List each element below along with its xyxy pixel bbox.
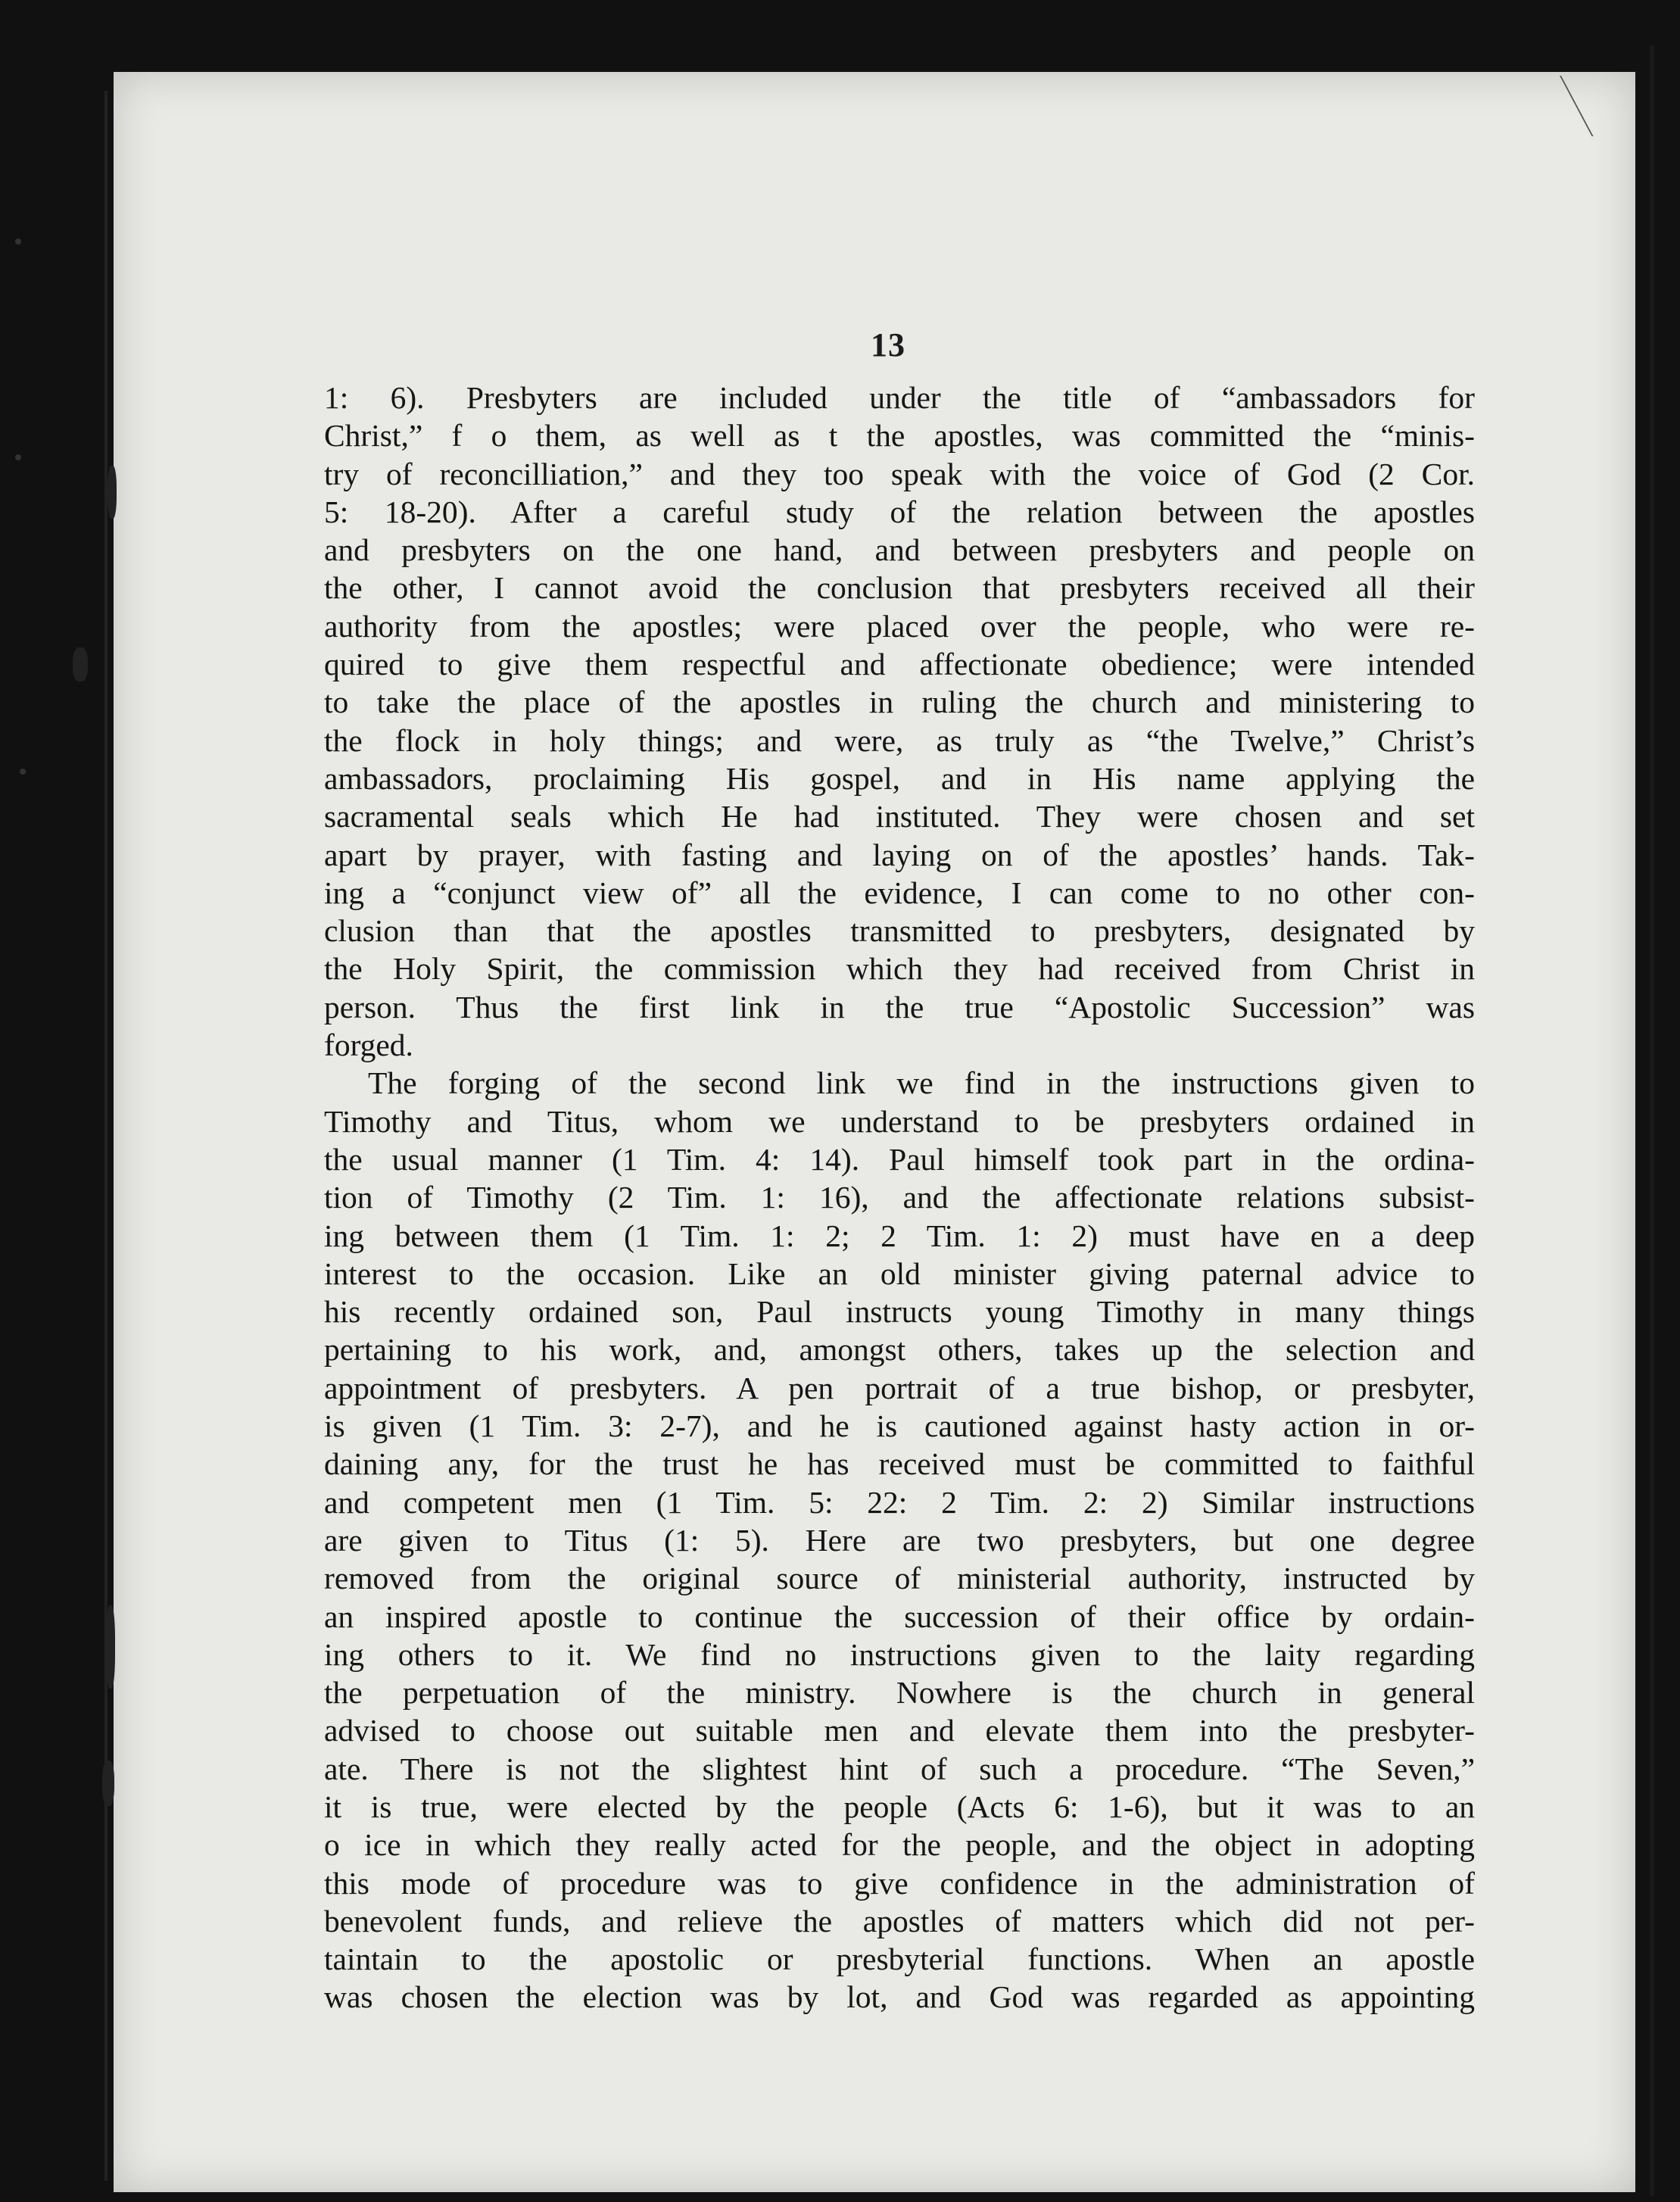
text-line: the Holy Spirit, the commission which they had received from Christ in	[324, 951, 1475, 987]
text-line: his recently ordained son, Paul instructs young Timothy in many things	[324, 1294, 1475, 1330]
margin-dot	[15, 239, 21, 245]
margin-blot	[106, 1605, 115, 1689]
text-line: interest to the occasion. Like an old minister giving paternal advice to	[324, 1255, 1475, 1291]
text-line: an inspired apostle to continue the succession of their office by ordain-	[324, 1598, 1475, 1634]
text-line: it is true, were elected by the people (Acts 6: 1-6), but it was to an	[324, 1789, 1475, 1824]
text-line: the usual manner (1 Tim. 4: 14). Paul himself took part in the ordina-	[324, 1141, 1475, 1177]
text-line-paragraph-start: The forging of the second link we find in the instructions given to	[368, 1065, 1475, 1101]
text-line: the perpetuation of the ministry. Nowhere is the church in general	[324, 1675, 1475, 1711]
text-line: person. Thus the first link in the true “Apostolic Succession” was	[324, 989, 1475, 1025]
text-line: is given (1 Tim. 3: 2-7), and he is cautioned against hasty action in or-	[324, 1408, 1475, 1444]
body-text	[324, 379, 1475, 2016]
margin-dot	[15, 454, 21, 460]
text-line: the other, I cannot avoid the conclusion that presbyters received all their	[324, 570, 1475, 606]
text-line: ambassadors, proclaiming His gospel, and in His name applying the	[324, 760, 1475, 796]
text-line: daining any, for the trust he has received must be committed to faithful	[324, 1446, 1475, 1482]
text-line: taintain to the apostolic or presbyterial functions. When an apostle	[324, 1942, 1475, 1977]
text-line: 1: 6). Presbyters are included under the title of “ambassadors for	[324, 380, 1475, 415]
text-line: benevolent funds, and relieve the apostles of matters which did not per-	[324, 1903, 1475, 1938]
text-line: forged.	[324, 1028, 413, 1063]
text-line: pertaining to his work, and, amongst others, takes up the selection and	[324, 1332, 1475, 1368]
text-line: ate. There is not the slightest hint of such a procedure. “The Seven,”	[324, 1751, 1475, 1786]
text-line: was chosen the election was by lot, and God was regarded as appointing	[324, 1979, 1475, 2015]
text-line: sacramental seals which He had instituted. They were chosen and set	[324, 799, 1475, 834]
text-line: quired to give them respectful and affectionate obedience; were intended	[324, 647, 1475, 682]
text-line: and presbyters on the one hand, and between presbyters and people on	[324, 532, 1475, 568]
margin-blot	[108, 466, 117, 519]
text-line: this mode of procedure was to give confidence in the administration of	[324, 1865, 1475, 1901]
text-line: ing others to it. We find no instructions given to the laity regarding	[324, 1636, 1475, 1672]
text-line: tion of Timothy (2 Tim. 1: 16), and the affectionate relations subsist-	[324, 1180, 1475, 1215]
text-line: authority from the apostles; were placed over the people, who were re-	[324, 608, 1475, 644]
text-line: removed from the original source of ministerial authority, instructed by	[324, 1561, 1475, 1596]
text-line: to take the place of the apostles in ruling the church and ministering to	[324, 685, 1475, 720]
text-line: advised to choose out suitable men and elevate them into the presbyter-	[324, 1713, 1475, 1748]
text-line: ing a “conjunct view of” all the evidence, I can come to no other con-	[324, 875, 1475, 910]
text-line: apart by prayer, with fasting and laying on of the apostles’ hands. Tak-	[324, 837, 1475, 872]
text-line: o ice in which they really acted for the people, and the object in adopting	[324, 1827, 1475, 1863]
text-line: try of reconcilliation,” and they too speak with the voice of God (2 Cor.	[324, 456, 1475, 491]
text-line: Christ,” f o them, as well as t the apostles, was committed the “minis-	[324, 418, 1475, 454]
text-line: appointment of presbyters. A pen portrait of a true bishop, or presbyter,	[324, 1370, 1475, 1405]
margin-blot	[102, 1761, 114, 1806]
margin-dot	[20, 769, 26, 775]
left-margin-rule	[104, 91, 108, 2181]
margin-blot	[73, 647, 88, 681]
page-number: 13	[871, 326, 905, 363]
text-line: and competent men (1 Tim. 5: 22: 2 Tim. 2: 2) Similar instructions	[324, 1484, 1475, 1520]
text-line: clusion than that the apostles transmitted to presbyters, designated by	[324, 913, 1475, 949]
text-line: ing between them (1 Tim. 1: 2; 2 Tim. 1: 2) must have en a deep	[324, 1218, 1475, 1253]
text-line: the flock in holy things; and were, as truly as “the Twelve,” Christ’s	[324, 722, 1475, 758]
text-line: Timothy and Titus, whom we understand to be presbyters ordained in	[324, 1103, 1475, 1139]
text-line: 5: 18-20). After a careful study of the relation between the apostles	[324, 494, 1475, 529]
text-line: are given to Titus (1: 5). Here are two presbyters, but one degree	[324, 1522, 1475, 1558]
right-page-edge	[1650, 45, 1654, 2196]
